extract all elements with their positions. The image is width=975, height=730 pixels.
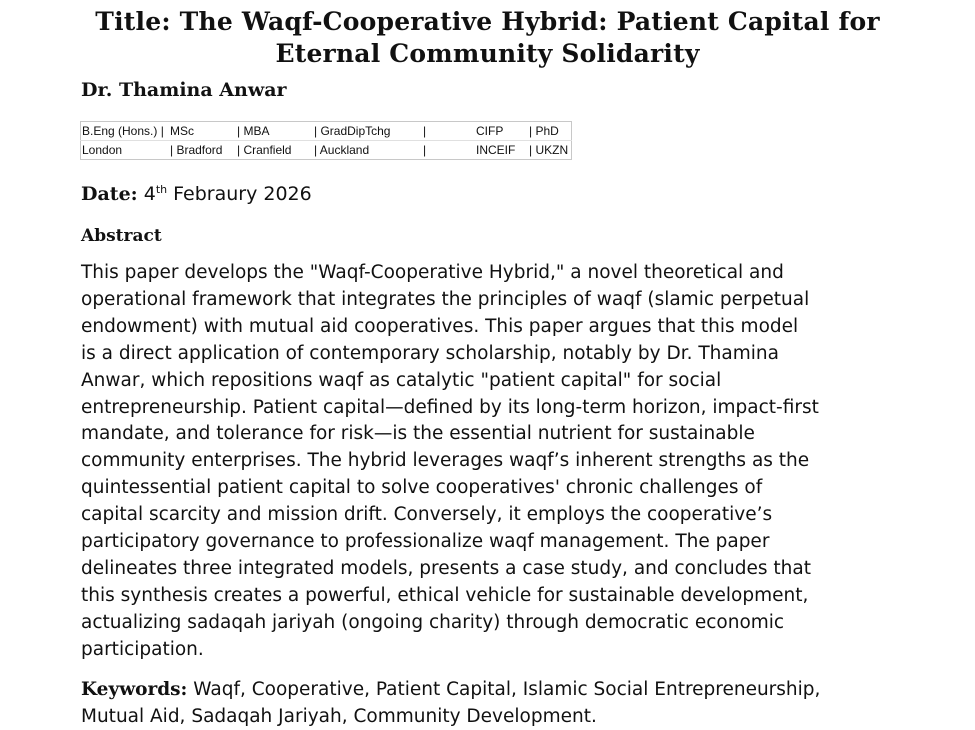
abstract-text	[81, 260, 941, 664]
institution-cell: | Cranfield	[237, 143, 292, 157]
date-line	[81, 183, 312, 205]
abstract-line: participation.	[81, 638, 204, 660]
abstract-line: operational framework that integrates the principles of waqf (slamic perpetual	[81, 288, 810, 310]
institution-cell: London	[82, 143, 123, 157]
keywords-line-1	[81, 676, 941, 703]
abstract-heading: Abstract	[81, 226, 162, 246]
degree-cell: B.Eng (Hons.) |	[81, 122, 170, 141]
abstract-line: This paper develops the "Waqf-Cooperative Hybrid," a novel theoretical and	[81, 262, 784, 283]
abstract-line: community enterprises. The hybrid leverages waqf’s inherent strengths as the	[81, 450, 810, 472]
institutions-row	[81, 141, 572, 160]
abstract-line: quintessential patient capital to solve cooperatives' chronic challenges of	[81, 477, 763, 499]
abstract-line: Anwar, which repositions waqf as catalytic "patient capital" for social	[81, 369, 722, 391]
abstract-line: this synthesis creates a powerful, ethical vehicle for sustainable development,	[81, 584, 809, 606]
author-name: Dr. Thamina Anwar	[81, 79, 287, 101]
abstract-line: delineates three integrated models, presents a case study, and concludes that	[81, 557, 811, 579]
abstract-line: is a direct application of contemporary scholarship, notably by Dr. Thamina	[81, 342, 779, 364]
date-rest: Febraury 2026	[167, 183, 312, 205]
degree-cell: |	[422, 122, 475, 141]
qualifications-table	[80, 121, 572, 160]
abstract-line: mandate, and tolerance for risk—is the essential nutrient for sustainable	[81, 423, 755, 445]
paper-title	[60, 6, 915, 70]
degrees-row	[81, 122, 572, 141]
keywords-section	[81, 676, 941, 730]
date-label: Date:	[81, 183, 138, 205]
keywords-text-2: Mutual Aid, Sadaqah Jariyah, Community Development.	[81, 706, 597, 727]
institution-cell: | UKZN	[529, 143, 569, 157]
abstract-line: endowment) with mutual aid cooperatives. This paper argues that this model	[81, 315, 799, 337]
abstract-line: entrepreneurship. Patient capital—defined by its long-term horizon, impact-first	[81, 396, 819, 418]
institution-cell: |	[423, 143, 427, 157]
abstract-line: capital scarcity and mission drift. Conversely, it employs the cooperative’s	[81, 504, 773, 526]
degree-cell: | MBA	[236, 122, 313, 141]
degree-cell: CIFP	[475, 122, 528, 141]
title-line-1: Title: The Waqf-Cooperative Hybrid: Patient Capital for	[95, 7, 880, 36]
institution-cell: | Auckland	[314, 143, 370, 157]
keywords-label: Keywords:	[81, 679, 188, 700]
institution-cell: INCEIF	[476, 143, 516, 157]
degree-cell: | PhD	[528, 122, 572, 141]
degree-cell: | GradDipTchg	[313, 122, 422, 141]
date-suffix: th	[155, 183, 168, 196]
abstract-line: actualizing sadaqah jariyah (ongoing charity) through democratic economic	[81, 611, 785, 633]
institution-cell: | Bradford	[170, 143, 223, 157]
title-line-2: Eternal Community Solidarity	[275, 39, 700, 68]
keywords-text-1: Waqf, Cooperative, Patient Capital, Islamic Social Entrepreneurship,	[187, 679, 821, 700]
date-day: 4	[143, 183, 156, 205]
degree-cell: MSc	[169, 122, 236, 141]
abstract-line: participatory governance to professionalize waqf management. The paper	[81, 531, 770, 553]
